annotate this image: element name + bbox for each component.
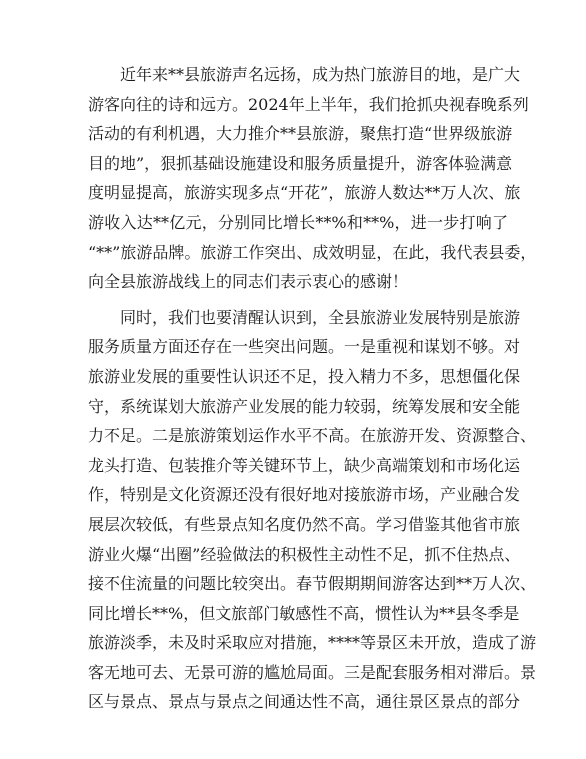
text-line: 区与景点、景点与景点之间通达性不高，通往景区景点的部分	[88, 692, 521, 712]
text-line: 目的地”，狠抓基础设施建设和服务质量提升，游客体验满意	[88, 153, 513, 173]
text-line: 作，特别是文化资源还没有很好地对接旅游市场，产业融合发	[88, 485, 521, 505]
text-line: 展层次较低，有些景点知名度仍然不高。学习借鉴其他省市旅	[88, 514, 521, 534]
text-line: 同时，我们也要清醒认识到，全县旅游业发展特别是旅游	[120, 307, 521, 327]
text-line: 旅游淡季，未及时采取应对措施，****等景区未开放，造成了游	[88, 633, 537, 653]
text-line: 龙头打造、包装推介等关键环节上，缺少高端策划和市场化运	[88, 455, 521, 475]
text-line: 游业火爆“出圈”经验做法的积极性主动性不足，抓不住热点、	[88, 544, 521, 564]
text-line: 游客向往的诗和远方。2024年上半年，我们抢抓央视春晚系列	[88, 94, 529, 114]
text-line: 旅游业发展的重要性认识还不足，投入精力不多，思想僵化保	[88, 366, 521, 386]
text-line: 客无地可去、无景可游的尴尬局面。三是配套服务相对滞后。景	[88, 662, 537, 682]
text-line: 度明显提高，旅游实现多点“开花”，旅游人数达**万人次、旅	[88, 183, 521, 203]
text-line: 同比增长**%，但文旅部门敏感性不高，惯性认为**县冬季是	[88, 603, 520, 623]
text-line: 力不足。二是旅游策划运作水平不高。在旅游开发、资源整合、	[88, 426, 537, 446]
text-line: 守，系统谋划大旅游产业发展的能力较弱，统筹发展和安全能	[88, 396, 521, 416]
text-line: 游收入达**亿元，分别同比增长**%和**%，进一步打响了	[88, 212, 508, 232]
text-line: 向全县旅游战线上的同志们表示衷心的感谢！	[88, 272, 409, 292]
paragraph-tourism-problems	[88, 303, 537, 717]
text-line: 活动的有利机遇，大力推介**县旅游，聚焦打造“世界级旅游	[88, 124, 513, 144]
text-line: 接不住流量的问题比较突出。春节假期期间游客达到**万人次、	[88, 574, 537, 594]
document-body	[88, 60, 537, 717]
text-line: 近年来**县旅游声名远扬，成为热门旅游目的地，是广大	[120, 65, 521, 84]
paragraph-tourism-achievements	[88, 60, 537, 297]
text-line: “**”旅游品牌。旅游工作突出、成效明显，在此，我代表县委，	[88, 242, 537, 262]
text-line: 服务质量方面还存在一些突出问题。一是重视和谋划不够。对	[88, 337, 521, 357]
